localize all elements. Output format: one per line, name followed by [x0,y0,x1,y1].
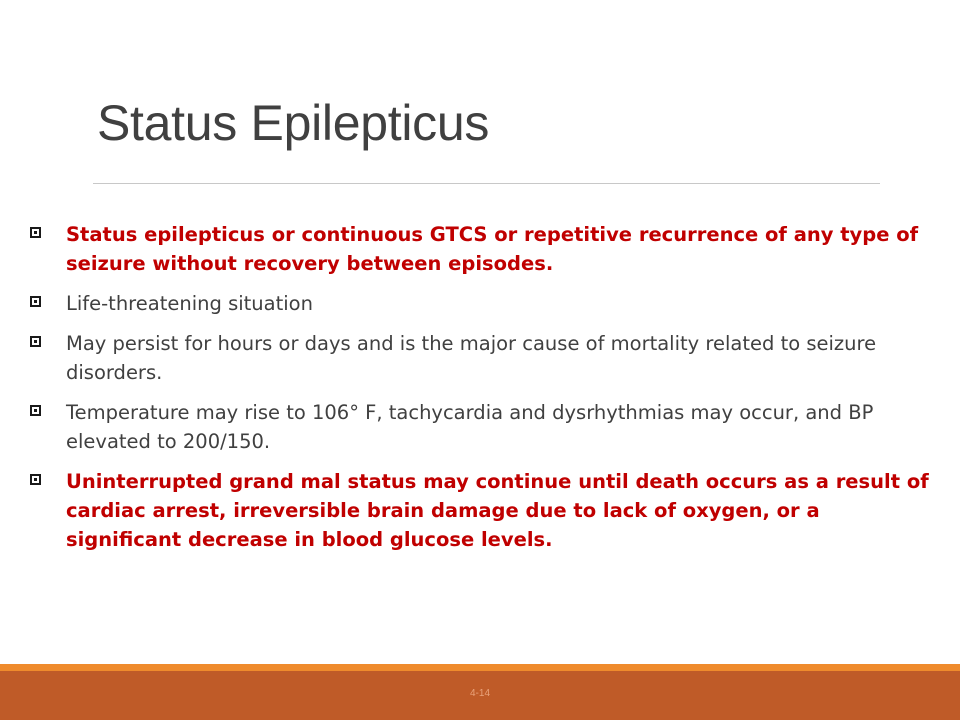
bullet-text: Uninterrupted grand mal status may continue until death occurs as a result of cardiac arrest, irreversible brain damage due to lack of oxygen, or a significant decrease in blood glucose levels. [66,470,929,551]
bullet-item [29,398,939,456]
bullet-text: Status epilepticus or continuous GTCS or repetitive recurrence of any type of seizure without recovery between episodes. [66,223,919,275]
square-bullet-icon [30,336,41,347]
square-bullet-icon [30,296,41,307]
bullet-text: May persist for hours or days and is the major cause of mortality related to seizure disorders. [66,332,877,384]
bullet-item [29,220,939,278]
bullet-item [29,289,939,318]
square-bullet-icon [30,227,41,238]
square-bullet-icon [30,405,41,416]
bullet-item [29,467,939,554]
bullet-item [29,329,939,387]
slide-title: Status Epilepticus [97,95,490,151]
slide-number: 4-14 [469,688,490,699]
square-bullet-icon [30,474,41,485]
title-divider [93,183,880,184]
bullet-text: Life-threatening situation [66,292,313,315]
footer-accent-stripe [0,664,960,671]
bullet-list [29,220,939,565]
bullet-text: Temperature may rise to 106° F, tachycardia and dysrhythmias may occur, and BP elevated to 200/150. [66,401,874,453]
